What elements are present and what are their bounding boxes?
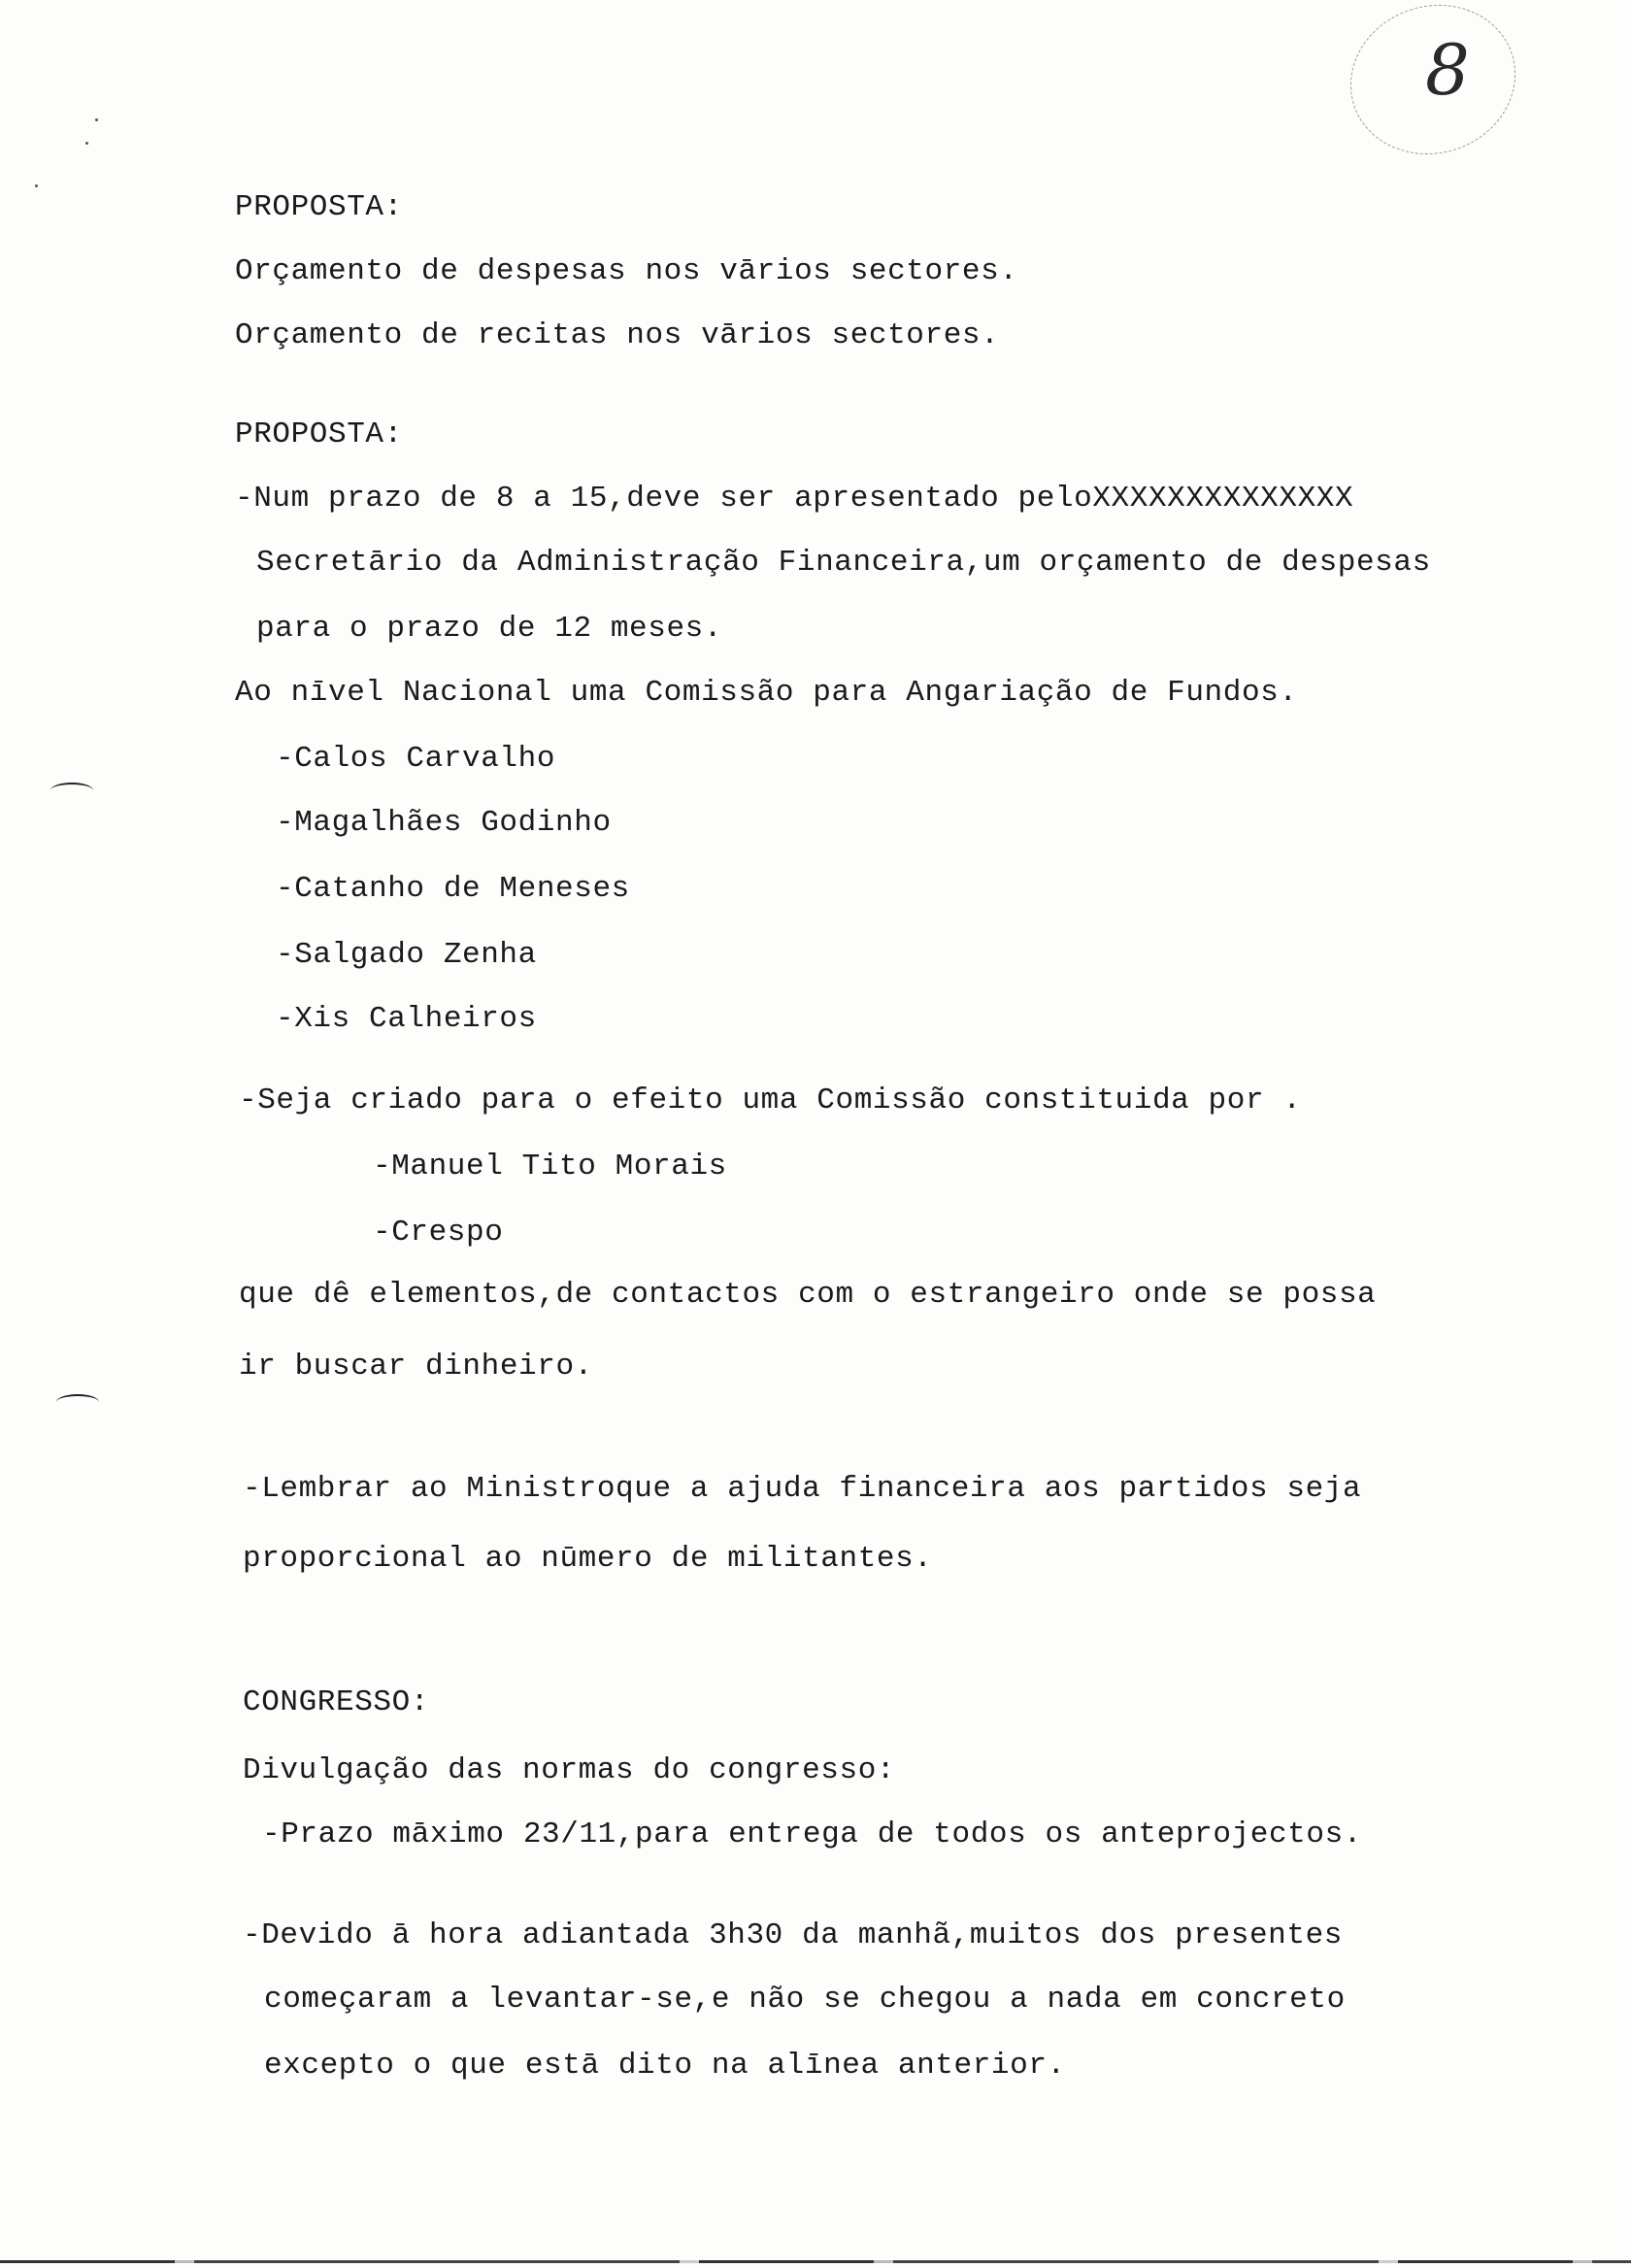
text-line: para o prazo de 12 meses. xyxy=(256,612,723,646)
list-item: -Xis Calheiros xyxy=(276,1002,537,1036)
text-line: Divulgação das normas do congresso: xyxy=(243,1753,896,1787)
margin-hole-mark xyxy=(56,1394,99,1410)
text-line: Orçamento de despesas nos vārios sectores. xyxy=(235,254,1018,288)
heading-congresso: CONGRESSO: xyxy=(243,1685,430,1719)
heading-proposta-1: PROPOSTA: xyxy=(235,190,403,224)
text-line: ir buscar dinheiro. xyxy=(239,1350,593,1384)
text-line: Secretārio da Administração Financeira,um orçamento de despesas xyxy=(256,546,1431,580)
text-line: excepto o que estā dito na alīnea anterior. xyxy=(264,2049,1066,2083)
margin-speck xyxy=(35,184,38,187)
text-line: -Prazo māximo 23/11,para entrega de todos os anteprojectos. xyxy=(262,1818,1362,1851)
list-item: -Magalhães Godinho xyxy=(276,806,612,840)
text-line: Ao nīvel Nacional uma Comissão para Angariação de Fundos. xyxy=(235,676,1298,710)
list-item: -Salgado Zenha xyxy=(276,938,537,972)
margin-hole-mark xyxy=(50,783,93,798)
list-item: -Manuel Tito Morais xyxy=(373,1150,727,1184)
page-number: 8 xyxy=(1425,29,1470,111)
text-line: -Lembrar ao Ministroque a ajuda financeira aos partidos seja xyxy=(243,1472,1362,1506)
list-item: -Crespo xyxy=(373,1216,504,1250)
text-line: -Seja criado para o efeito uma Comissão constituida por . xyxy=(239,1084,1302,1117)
text-line: -Num prazo de 8 a 15,deve ser apresentado peloXXXXXXXXXXXXXX xyxy=(235,482,1354,516)
text-line: que dê elementos,de contactos com o estrangeiro onde se possa xyxy=(239,1278,1377,1312)
margin-speck xyxy=(85,142,88,145)
text-line: Orçamento de recitas nos vārios sectores. xyxy=(235,318,1000,352)
margin-speck xyxy=(95,118,98,121)
text-line: -Devido ā hora adiantada 3h30 da manhã,muitos dos presentes xyxy=(243,1918,1343,1952)
heading-proposta-2: PROPOSTA: xyxy=(235,417,403,451)
page-bottom-edge xyxy=(0,2260,1631,2263)
list-item: -Catanho de Meneses xyxy=(276,872,630,906)
list-item: -Calos Carvalho xyxy=(276,742,556,776)
text-line: proporcional ao nūmero de militantes. xyxy=(243,1542,933,1576)
text-line: começaram a levantar-se,e não se chegou a nada em concreto xyxy=(264,1983,1346,2017)
